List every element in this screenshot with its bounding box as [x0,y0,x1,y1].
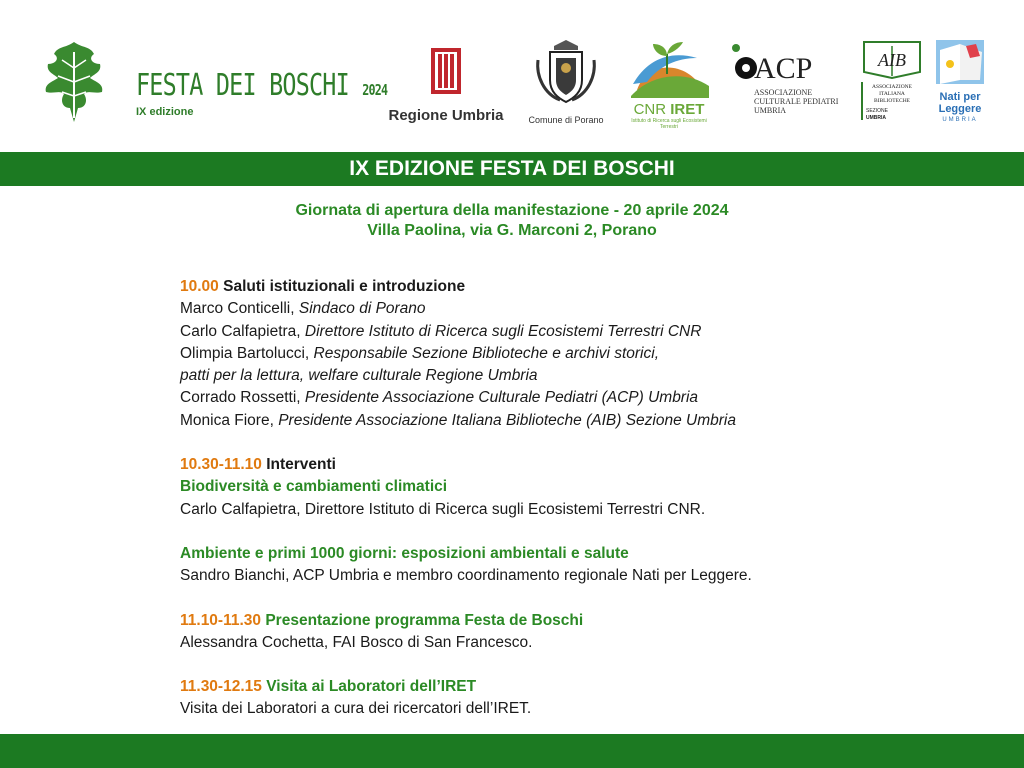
session-topic: Biodiversità e cambiamenti climatici [180,478,448,496]
regione-umbria-label: Regione Umbria [388,107,504,124]
nati-per-leggere-text: Nati per Leggere [938,91,982,115]
event-venue-line: Villa Paolina, via G. Marconi 2, Porano [367,222,657,239]
session-heading [180,610,980,632]
session-title: Presentazione programma Festa de Boschi [265,611,584,629]
comune-porano-label: Comune di Porano [528,115,604,125]
aib-line3: BIBLIOTECHE [873,98,911,104]
session-heading [180,454,980,476]
speaker-line: Corrado Rossetti, Presidente Associazione Culturale Pediatri (ACP) Umbria [180,389,699,407]
festa-edition: IX edizione [136,106,194,118]
cnr-iret-sprout-icon [627,40,711,98]
footer-band [0,734,1024,768]
session-time: 11.10-11.30 [180,611,262,629]
page-title: IX EDIZIONE FESTA DEI BOSCHI [349,157,675,180]
session-title: Saluti istituzionali e introduzione [223,278,466,295]
cnr-iret-logo [626,40,712,130]
speaker-line: Alessandra Cochetta, FAI Bosco di San Francesco. [180,633,533,651]
event-subtitle [0,201,1024,241]
session-title: Visita ai Laboratori dell’IRET [266,678,477,696]
session-heading [180,676,980,698]
speaker-line: Monica Fiore, Presidente Associazione Italiana Biblioteche (AIB) Sezione Umbria [180,411,736,429]
session-time: 10.00 [180,278,219,295]
nati-per-leggere-logo [934,40,986,123]
aib-line2: ITALIANA [879,91,905,97]
oak-leaf-icon [38,38,110,122]
porano-coat-of-arms-icon [534,40,598,106]
session-title: Interventi [266,456,336,474]
aib-book-icon [860,38,924,122]
festa-title: FESTA DEI BOSCHI 2024 [136,68,388,103]
festa-year: 2024 [362,81,388,99]
regione-umbria-emblem-icon [429,46,463,96]
acp-title: ACP [754,52,813,85]
speaker-line: Olimpia Bartolucci, Responsabile Sezione Biblioteche e archivi storici, [180,344,660,362]
session-time: 11.30-12.15 [180,678,262,696]
speaker-line: Carlo Calfapietra, Direttore Istituto di Ricerca sugli Ecosistemi Terrestri CNR. [180,500,706,518]
session-topic: Ambiente e primi 1000 giorni: esposizioni ambientali e salute [180,544,629,562]
aib-title: AIB [878,50,906,70]
aib-logo [860,38,924,127]
aib-line4: SEZIONE [866,108,888,114]
session-heading [180,276,980,298]
speaker-line: Marco Conticelli, Sindaco di Porano [180,300,426,318]
festa-dei-boschi-logo [38,38,388,128]
speaker-line: Carlo Calfapietra, Direttore Istituto di Ricerca sugli Ecosistemi Terrestri CNR [180,322,702,340]
nati-per-leggere-region: UMBRIA [942,117,978,123]
program [180,276,980,721]
event-date-line: Giornata di apertura della manifestazione - 20 aprile 2024 [295,202,729,219]
speaker-line: Sandro Bianchi, ACP Umbria e membro coordinamento regionale Nati per Leggere. [180,567,752,585]
cnr-iret-label: CNR IRET [633,101,705,118]
speaker-line: patti per la lettura, welfare culturale Regione Umbria [180,367,538,385]
aib-line1: ASSOCIAZIONE [871,84,913,90]
aib-line5: UMBRIA [866,115,886,121]
comune-porano-logo [524,40,608,125]
acp-subtitle: ASSOCIAZIONE CULTURALE PEDIATRI UMBRIA [754,88,839,115]
cnr-iret-sub: Istituto di Ricerca sugli Ecosistemi Terrestri [631,118,707,130]
speaker-line: Visita dei Laboratori a cura dei ricercatori dell’IRET. [180,700,532,718]
nati-per-leggere-book-icon [936,40,984,84]
regione-umbria-logo [376,46,516,124]
session-time: 10.30-11.10 [180,456,262,474]
header [0,0,1024,150]
